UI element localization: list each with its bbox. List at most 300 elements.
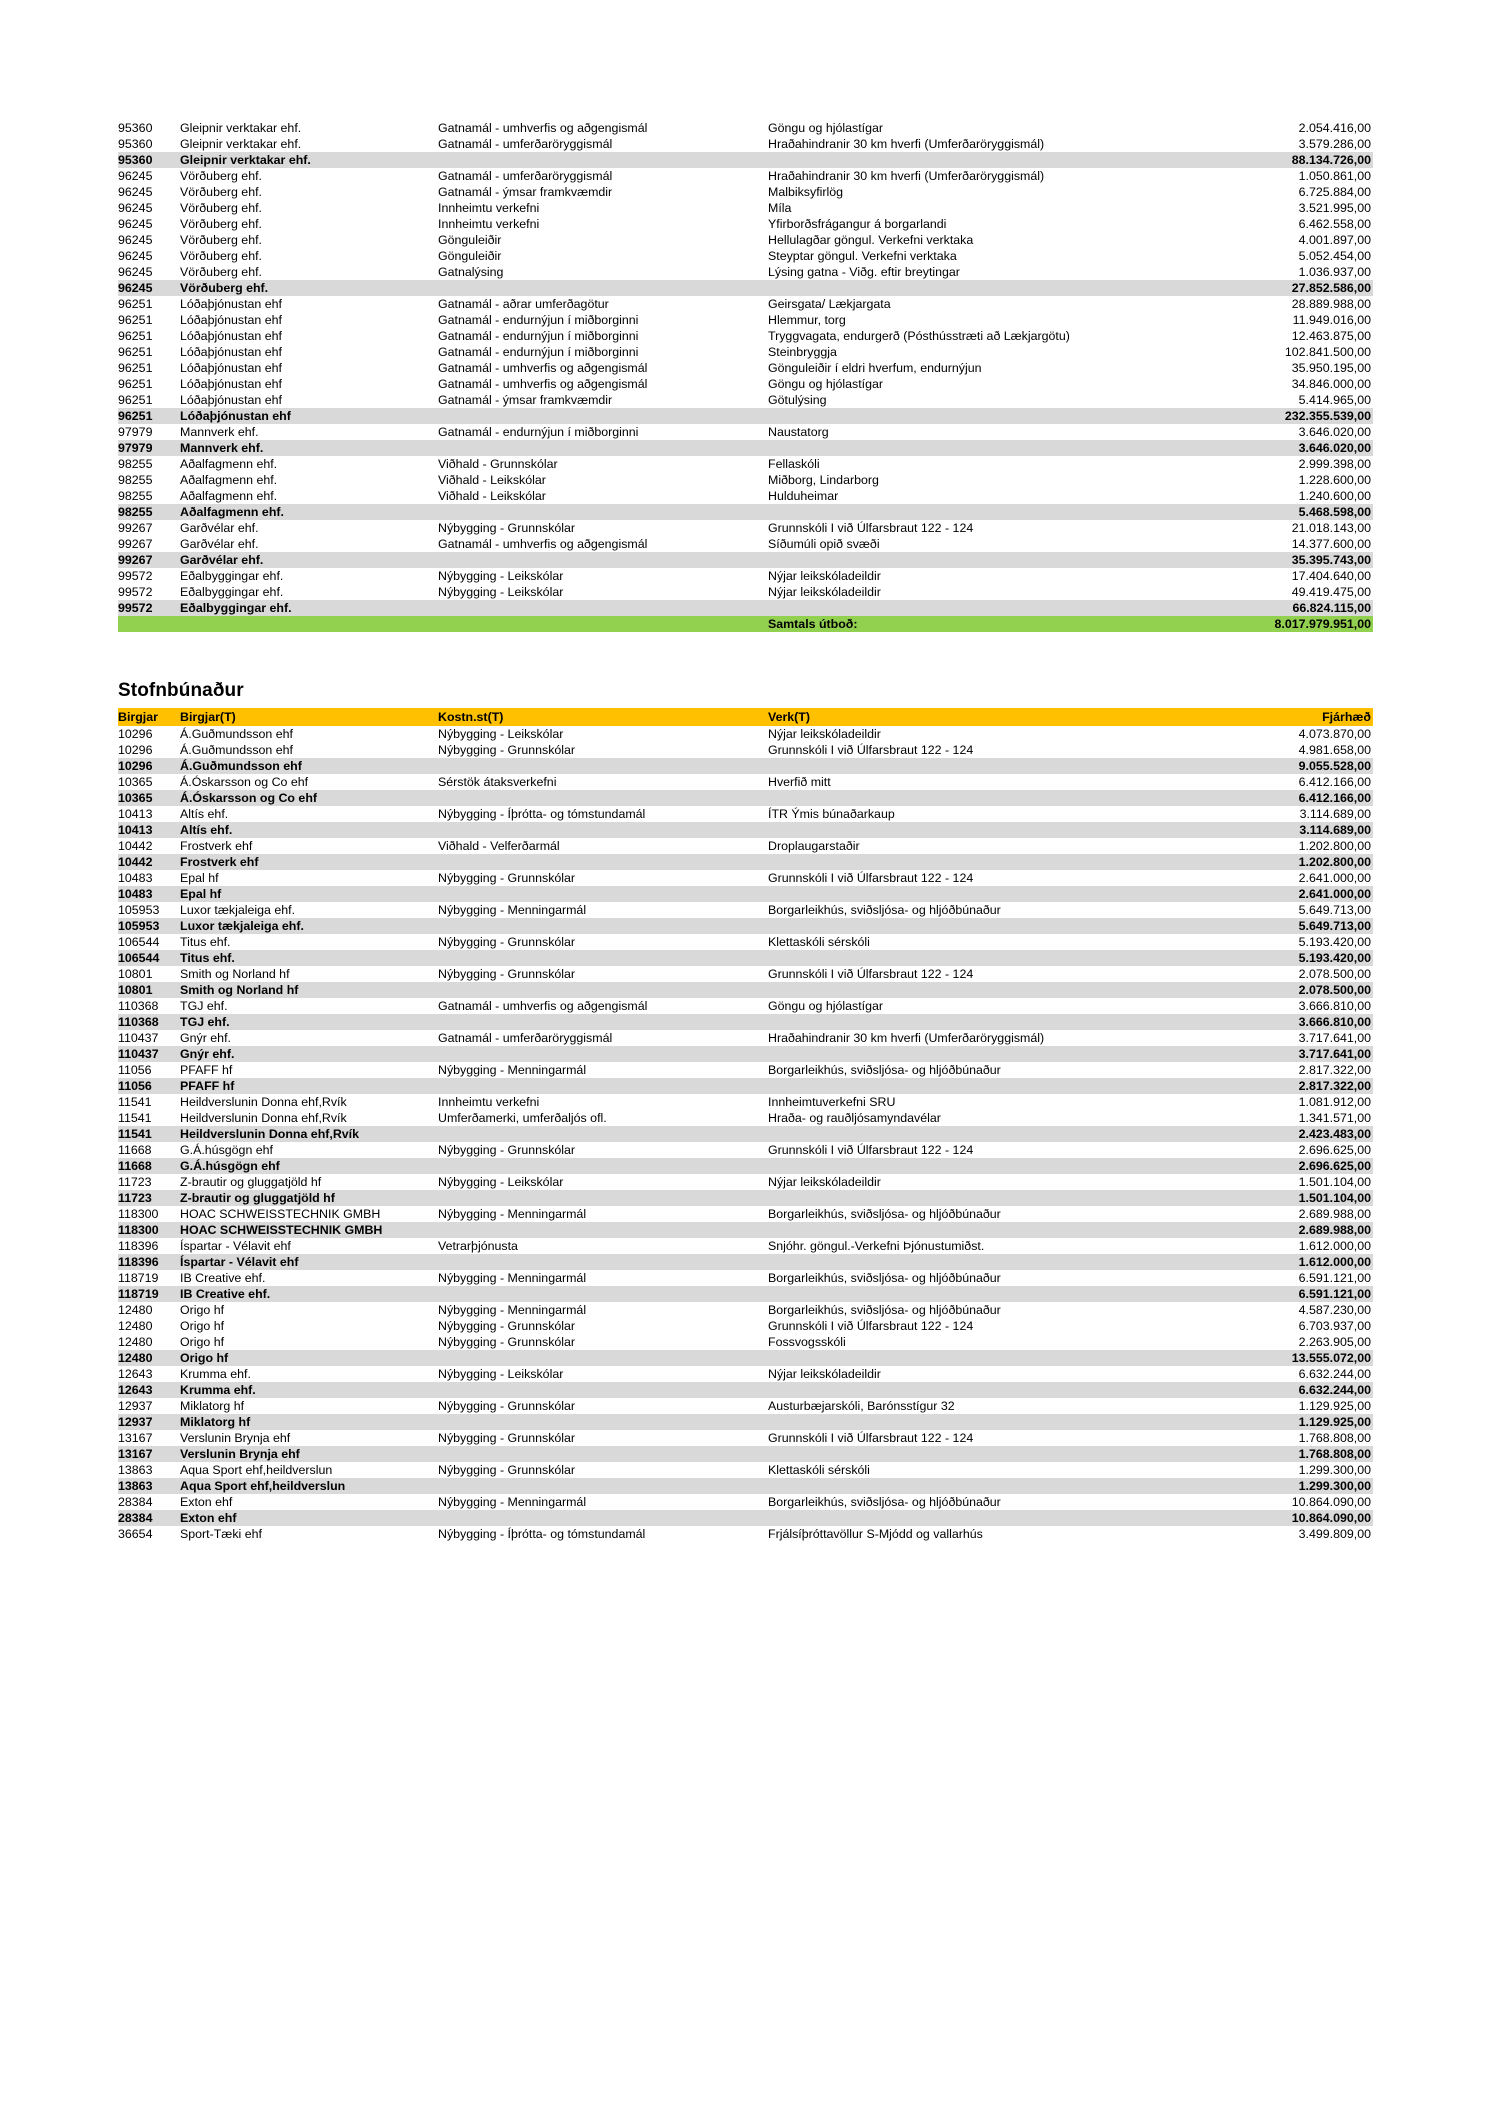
table-row: [118, 1206, 1373, 1222]
cell-cost-center: [438, 600, 768, 616]
cell-supplier-name: Miklatorg hf: [180, 1399, 245, 1413]
subtotal-row: [118, 1046, 1373, 1062]
table-row: [118, 1334, 1373, 1350]
cell-supplier-id: 96245: [118, 185, 153, 199]
cell-supplier-name: Altís ehf.: [180, 822, 438, 838]
section-divider: [118, 632, 1470, 654]
cell-supplier-id: 96245: [118, 233, 153, 247]
cell-project: [768, 1510, 1213, 1526]
table-row: [118, 1430, 1373, 1446]
cell-cost-center: [438, 822, 768, 838]
subtotal-row: [118, 1254, 1373, 1270]
cell-cost-center: Nýbygging - Grunnskólar: [438, 1431, 576, 1445]
cell-amount: 2.641.000,00: [1298, 871, 1371, 885]
cell-amount: 17.404.640,00: [1291, 569, 1371, 583]
table-row: [118, 1062, 1373, 1078]
cell-amount: 2.423.483,00: [1213, 1126, 1373, 1142]
cell-supplier-id: 96251: [118, 408, 180, 424]
cell-amount: 6.725.884,00: [1298, 185, 1371, 199]
cell-cost-center: [438, 1446, 768, 1462]
cell-project: Snjóhr. göngul.-Verkefni Þjónustumiðst.: [768, 1239, 985, 1253]
cell-supplier-name: TGJ ehf.: [180, 1014, 438, 1030]
cell-supplier-id: 118300: [118, 1222, 180, 1238]
cell-supplier-id: 118396: [118, 1254, 180, 1270]
table-row: [118, 296, 1373, 312]
cell-supplier-id: 13863: [118, 1463, 153, 1477]
cell-cost-center: Viðhald - Grunnskólar: [438, 457, 558, 471]
cell-amount: 5.193.420,00: [1213, 950, 1373, 966]
cell-supplier-id: 10296: [118, 727, 153, 741]
cell-cost-center: [438, 758, 768, 774]
cell-cost-center: Umferðamerki, umferðaljós ofl.: [438, 1111, 607, 1125]
subtotal-row: [118, 1414, 1373, 1430]
cell-cost-center: Innheimtu verkefni: [438, 201, 540, 215]
table-row: [118, 264, 1373, 280]
cell-supplier-id: 96245: [118, 280, 180, 296]
subtotal-row: [118, 1158, 1373, 1174]
cell-cost-center: Nýbygging - Grunnskólar: [438, 1463, 576, 1477]
cell-project: Grunnskóli I við Úlfarsbraut 122 - 124: [768, 967, 974, 981]
cell-cost-center: [438, 950, 768, 966]
cell-project: Miðborg, Lindarborg: [768, 473, 879, 487]
cell-project: Nýjar leikskóladeildir: [768, 569, 881, 583]
cell-supplier-name: Z-brautir og gluggatjöld hf: [180, 1190, 438, 1206]
subtotal-row: [118, 854, 1373, 870]
cell-amount: 9.055.528,00: [1213, 758, 1373, 774]
cell-cost-center: Viðhald - Velferðarmál: [438, 839, 560, 853]
cell-amount: Fjárhæð: [1213, 708, 1373, 726]
cell-supplier-id: 12480: [118, 1335, 153, 1349]
cell-project: [768, 600, 1213, 616]
subtotal-row: [118, 950, 1373, 966]
cell-amount: 1.050.861,00: [1298, 169, 1371, 183]
cell-supplier-name: Á.Óskarsson og Co ehf: [180, 775, 309, 789]
cell-cost-center: Nýbygging - Grunnskólar: [438, 521, 576, 535]
cell-amount: 3.114.689,00: [1299, 807, 1371, 821]
cell-amount: 4.001.897,00: [1298, 233, 1371, 247]
cell-project: Göngu og hjólastígar: [768, 377, 884, 391]
cell-amount: 4.587.230,00: [1298, 1303, 1371, 1317]
cell-project: [768, 758, 1213, 774]
cell-cost-center: Nýbygging - Grunnskólar: [438, 1335, 576, 1349]
cell-supplier-id: 10442: [118, 854, 180, 870]
cell-cost-center: Nýbygging - Leikskólar: [438, 1175, 564, 1189]
cell-amount: 1.081.912,00: [1298, 1095, 1371, 1109]
cell-supplier-id: 10413: [118, 822, 180, 838]
cell-cost-center: [438, 1126, 768, 1142]
cell-project: [768, 854, 1213, 870]
cell-supplier-name: Birgjar(T): [180, 708, 438, 726]
subtotal-row: [118, 1446, 1373, 1462]
cell-supplier-name: Garðvélar ehf.: [180, 552, 438, 568]
cell-supplier-name: Vörðuberg ehf.: [180, 217, 262, 231]
cell-project: [768, 1350, 1213, 1366]
cell-amount: 2.689.988,00: [1298, 1207, 1371, 1221]
table-row: [118, 1094, 1373, 1110]
table-row: [118, 328, 1373, 344]
cell-supplier-id: 98255: [118, 457, 153, 471]
cell-supplier-name: IB Creative ehf.: [180, 1286, 438, 1302]
cell-supplier-name: Vörðuberg ehf.: [180, 265, 262, 279]
cell-amount: 35.950.195,00: [1291, 361, 1371, 375]
cell-amount: 2.054.416,00: [1298, 121, 1371, 135]
cell-amount: 232.355.539,00: [1213, 408, 1373, 424]
cell-supplier-name: Origo hf: [180, 1335, 225, 1349]
cell-project: Nýjar leikskóladeildir: [768, 1175, 881, 1189]
cell-supplier-name: Á.Guðmundsson ehf: [180, 727, 293, 741]
table-row: [118, 216, 1373, 232]
cell-amount: 1.768.808,00: [1213, 1446, 1373, 1462]
cell-amount: 1.228.600,00: [1298, 473, 1371, 487]
cell-project: Klettaskóli sérskóli: [768, 935, 870, 949]
cell-supplier-id: 11541: [118, 1095, 152, 1109]
cell-cost-center: [438, 982, 768, 998]
cell-supplier-name: Luxor tækjaleiga ehf.: [180, 918, 438, 934]
cell-supplier-name: Vörðuberg ehf.: [180, 249, 262, 263]
cell-cost-center: Nýbygging - Leikskólar: [438, 585, 564, 599]
cell-cost-center: Gatnamál - endurnýjun í miðborginni: [438, 345, 639, 359]
cell-amount: 3.666.810,00: [1298, 999, 1371, 1013]
cell-supplier-name: G.Á.húsgögn ehf: [180, 1158, 438, 1174]
cell-supplier-name: Á.Guðmundsson ehf: [180, 743, 293, 757]
cell-cost-center: Nýbygging - Grunnskólar: [438, 1319, 576, 1333]
cell-cost-center: [438, 1254, 768, 1270]
table-row: [118, 472, 1373, 488]
grand-total-row: [118, 616, 1373, 632]
table-row: [118, 1462, 1373, 1478]
cell-amount: 2.817.322,00: [1298, 1063, 1371, 1077]
cell-supplier-id: 36654: [118, 1527, 153, 1541]
cell-supplier-name: Vörðuberg ehf.: [180, 169, 262, 183]
cell-amount: 1.202.800,00: [1298, 839, 1371, 853]
cell-amount: 1.501.104,00: [1213, 1190, 1373, 1206]
cell-amount: 6.632.244,00: [1298, 1367, 1371, 1381]
cell-supplier-name: Lóðaþjónustan ehf: [180, 377, 282, 391]
cell-supplier-id: 12937: [118, 1414, 180, 1430]
cell-project: Naustatorg: [768, 425, 829, 439]
cell-supplier-id: Birgjar: [118, 708, 180, 726]
cell-project: [768, 790, 1213, 806]
cell-project: [768, 1254, 1213, 1270]
cell-cost-center: Nýbygging - Grunnskólar: [438, 1399, 576, 1413]
cell-supplier-id: 106544: [118, 935, 160, 949]
cell-cost-center: [438, 408, 768, 424]
cell-project: Götulýsing: [768, 393, 827, 407]
cell-supplier-id: 10483: [118, 886, 180, 902]
cell-amount: 5.468.598,00: [1213, 504, 1373, 520]
cell-supplier-name: Epal hf: [180, 871, 219, 885]
cell-amount: 1.202.800,00: [1213, 854, 1373, 870]
cell-cost-center: Nýbygging - Leikskólar: [438, 1367, 564, 1381]
table-row: [118, 1174, 1373, 1190]
cell-supplier-name: Á.Óskarsson og Co ehf: [180, 790, 438, 806]
cell-cost-center: [438, 1350, 768, 1366]
table-row: [118, 998, 1373, 1014]
cell-project: Malbiksyfirlög: [768, 185, 844, 199]
cell-supplier-id: 95360: [118, 137, 153, 151]
subtotal-row: [118, 280, 1373, 296]
cell-supplier-id: 10296: [118, 743, 153, 757]
cell-supplier-name: PFAFF hf: [180, 1078, 438, 1094]
table-row: [118, 376, 1373, 392]
cell-supplier-id: 13863: [118, 1478, 180, 1494]
cell-cost-center: Gatnamál - umferðaröryggismál: [438, 169, 613, 183]
table-header-row: [118, 708, 1373, 726]
cell-amount: 6.703.937,00: [1298, 1319, 1371, 1333]
cell-supplier-name: Miklatorg hf: [180, 1414, 438, 1430]
equipment-table-header: [118, 708, 1373, 726]
cell-amount: 3.499.809,00: [1298, 1527, 1371, 1541]
cell-amount: 11.949.016,00: [1292, 313, 1371, 327]
cell-project: Samtals útboð:: [768, 616, 1213, 632]
cell-supplier-name: Krumma ehf.: [180, 1367, 251, 1381]
cell-cost-center: [438, 1078, 768, 1094]
cell-amount: 5.052.454,00: [1298, 249, 1371, 263]
cell-supplier-id: 12480: [118, 1319, 153, 1333]
cell-project: Borgarleikhús, sviðsljósa- og hljóðbúnaður: [768, 1207, 1001, 1221]
cell-supplier-id: 110437: [118, 1031, 159, 1045]
cell-amount: 2.078.500,00: [1298, 967, 1371, 981]
cell-supplier-id: 10413: [118, 807, 153, 821]
cell-supplier-name: Mannverk ehf.: [180, 440, 438, 456]
subtotal-row: [118, 152, 1373, 168]
cell-cost-center: [438, 280, 768, 296]
cell-project: Hulduheimar: [768, 489, 839, 503]
cell-cost-center: Nýbygging - Menningarmál: [438, 1207, 587, 1221]
cell-supplier-name: Íspartar - Vélavit ehf: [180, 1254, 438, 1270]
cell-supplier-name: Lóðaþjónustan ehf: [180, 393, 282, 407]
cell-supplier-name: Gleipnir verktakar ehf.: [180, 152, 438, 168]
cell-amount: 1.129.925,00: [1298, 1399, 1371, 1413]
cell-project: [768, 280, 1213, 296]
cell-cost-center: Gatnamál - umhverfis og aðgengismál: [438, 537, 648, 551]
cell-supplier-name: Epal hf: [180, 886, 438, 902]
cell-amount: 1.612.000,00: [1213, 1254, 1373, 1270]
cell-project: Grunnskóli I við Úlfarsbraut 122 - 124: [768, 743, 974, 757]
cell-supplier-id: 11723: [118, 1175, 152, 1189]
cell-cost-center: Sérstök átaksverkefni: [438, 775, 557, 789]
cell-project: Yfirborðsfrágangur á borgarlandi: [768, 217, 947, 231]
cell-supplier-id: 98255: [118, 473, 153, 487]
cell-amount: 10.864.090,00: [1213, 1510, 1373, 1526]
cell-cost-center: Nýbygging - Grunnskólar: [438, 967, 576, 981]
table-row: [118, 1526, 1373, 1542]
cell-supplier-name: Lóðaþjónustan ehf: [180, 313, 282, 327]
cell-supplier-name: Frostverk ehf: [180, 839, 253, 853]
table-row: [118, 902, 1373, 918]
cell-supplier-id: 96245: [118, 201, 153, 215]
cell-cost-center: Nýbygging - Menningarmál: [438, 1063, 587, 1077]
cell-amount: 27.852.586,00: [1213, 280, 1373, 296]
cell-amount: 8.017.979.951,00: [1213, 616, 1373, 632]
cell-supplier-name: Origo hf: [180, 1319, 225, 1333]
cell-cost-center: [438, 918, 768, 934]
table-row: [118, 568, 1373, 584]
cell-amount: 6.412.166,00: [1213, 790, 1373, 806]
cell-supplier-name: Lóðaþjónustan ehf: [180, 345, 282, 359]
cell-supplier-name: IB Creative ehf.: [180, 1271, 266, 1285]
cell-cost-center: Nýbygging - Íþrótta- og tómstundamál: [438, 1527, 646, 1541]
table-row: [118, 1030, 1373, 1046]
cell-project: [768, 1414, 1213, 1430]
cell-project: Borgarleikhús, sviðsljósa- og hljóðbúnaður: [768, 1495, 1001, 1509]
subtotal-row: [118, 504, 1373, 520]
cell-amount: 49.419.475,00: [1291, 585, 1371, 599]
table-row: [118, 1398, 1373, 1414]
cell-cost-center: [438, 1286, 768, 1302]
cell-cost-center: Nýbygging - Leikskólar: [438, 727, 564, 741]
cell-cost-center: [438, 1382, 768, 1398]
cell-cost-center: [438, 886, 768, 902]
cell-supplier-id: 10365: [118, 775, 153, 789]
table-row: [118, 1366, 1373, 1382]
cell-amount: 6.591.121,00: [1213, 1286, 1373, 1302]
cell-project: Klettaskóli sérskóli: [768, 1463, 870, 1477]
table-row: [118, 966, 1373, 982]
cell-supplier-id: 12480: [118, 1350, 180, 1366]
outbid-table-body: [118, 120, 1373, 632]
cell-project: Göngu og hjólastígar: [768, 999, 884, 1013]
cell-supplier-id: 11668: [118, 1143, 152, 1157]
cell-cost-center: Nýbygging - Menningarmál: [438, 1495, 587, 1509]
cell-supplier-id: 106544: [118, 950, 180, 966]
cell-project: Borgarleikhús, sviðsljósa- og hljóðbúnaður: [768, 903, 1001, 917]
cell-cost-center: Vetrarþjónusta: [438, 1239, 518, 1253]
cell-supplier-id: [118, 616, 180, 632]
section-title-stofnbunadur: Stofnbúnaður: [118, 680, 244, 701]
cell-amount: 6.462.558,00: [1298, 217, 1371, 231]
cell-cost-center: [438, 1190, 768, 1206]
cell-supplier-name: Heildverslunin Donna ehf,Rvík: [180, 1126, 438, 1142]
cell-project: Síðumúli opið svæði: [768, 537, 880, 551]
cell-cost-center: Gatnamál - ýmsar framkvæmdir: [438, 185, 613, 199]
subtotal-row: [118, 1382, 1373, 1398]
cell-supplier-name: Vörðuberg ehf.: [180, 233, 262, 247]
cell-project: Frjálsíþróttavöllur S-Mjódd og vallarhús: [768, 1527, 983, 1541]
table-row: [118, 136, 1373, 152]
cell-supplier-id: 96251: [118, 361, 153, 375]
cell-project: Steyptar göngul. Verkefni verktaka: [768, 249, 957, 263]
subtotal-row: [118, 886, 1373, 902]
cell-project: ÍTR Ýmis búnaðarkaup: [768, 807, 895, 821]
cell-amount: 13.555.072,00: [1213, 1350, 1373, 1366]
cell-amount: 4.981.658,00: [1298, 743, 1371, 757]
cell-project: [768, 552, 1213, 568]
cell-cost-center: Gatnamál - umhverfis og aðgengismál: [438, 361, 648, 375]
cell-supplier-name: Gleipnir verktakar ehf.: [180, 121, 302, 135]
cell-supplier-id: 96245: [118, 249, 153, 263]
table-row: [118, 742, 1373, 758]
table-row: [118, 392, 1373, 408]
subtotal-row: [118, 822, 1373, 838]
cell-cost-center: Nýbygging - Grunnskólar: [438, 1143, 576, 1157]
cell-supplier-id: 13167: [118, 1431, 153, 1445]
cell-supplier-id: 12480: [118, 1303, 153, 1317]
cell-supplier-name: Sport-Tæki ehf: [180, 1527, 262, 1541]
cell-project: Nýjar leikskóladeildir: [768, 585, 881, 599]
cell-amount: 1.129.925,00: [1213, 1414, 1373, 1430]
cell-amount: 21.018.143,00: [1291, 521, 1371, 535]
cell-cost-center: [438, 1158, 768, 1174]
cell-amount: 3.521.995,00: [1298, 201, 1371, 215]
cell-cost-center: Innheimtu verkefni: [438, 1095, 540, 1109]
table-row: [118, 1302, 1373, 1318]
equipment-table: [118, 708, 1373, 1542]
subtotal-row: [118, 790, 1373, 806]
cell-supplier-id: 96251: [118, 377, 153, 391]
cell-supplier-name: Verslunin Brynja ehf: [180, 1446, 438, 1462]
cell-amount: 1.299.300,00: [1213, 1478, 1373, 1494]
cell-supplier-name: Eðalbyggingar ehf.: [180, 569, 284, 583]
subtotal-row: [118, 1478, 1373, 1494]
cell-cost-center: Viðhald - Leikskólar: [438, 489, 546, 503]
subtotal-row: [118, 440, 1373, 456]
table-row: [118, 1270, 1373, 1286]
cell-project: Hraðahindranir 30 km hverfi (Umferðaröryggismál): [768, 1031, 1045, 1045]
cell-project: [768, 1014, 1213, 1030]
cell-supplier-name: Vörðuberg ehf.: [180, 201, 262, 215]
cell-supplier-id: 95360: [118, 152, 180, 168]
table-row: [118, 520, 1373, 536]
cell-supplier-name: G.Á.húsgögn ehf: [180, 1143, 273, 1157]
cell-supplier-id: 99572: [118, 585, 153, 599]
cell-supplier-id: 11723: [118, 1190, 180, 1206]
cell-project: Míla: [768, 201, 792, 215]
cell-project: Fellaskóli: [768, 457, 820, 471]
table-row: [118, 200, 1373, 216]
cell-supplier-id: 118719: [118, 1286, 180, 1302]
cell-amount: 2.696.625,00: [1213, 1158, 1373, 1174]
cell-amount: 2.999.398,00: [1298, 457, 1371, 471]
cell-cost-center: [438, 1222, 768, 1238]
cell-supplier-id: 97979: [118, 440, 180, 456]
cell-supplier-id: 28384: [118, 1510, 180, 1526]
cell-amount: 2.689.988,00: [1213, 1222, 1373, 1238]
cell-cost-center: Gönguleiðir: [438, 233, 502, 247]
cell-cost-center: Gatnamál - umferðaröryggismál: [438, 1031, 613, 1045]
subtotal-row: [118, 1126, 1373, 1142]
cell-supplier-name: Smith og Norland hf: [180, 967, 290, 981]
cell-amount: 66.824.115,00: [1213, 600, 1373, 616]
cell-project: Borgarleikhús, sviðsljósa- og hljóðbúnaður: [768, 1303, 1001, 1317]
cell-supplier-id: 99572: [118, 600, 180, 616]
cell-supplier-name: Origo hf: [180, 1303, 225, 1317]
cell-supplier-id: 99267: [118, 552, 180, 568]
cell-cost-center: [438, 1478, 768, 1494]
cell-supplier-name: Aðalfagmenn ehf.: [180, 489, 278, 503]
cell-project: [768, 1286, 1213, 1302]
cell-supplier-name: Verslunin Brynja ehf: [180, 1431, 291, 1445]
cell-supplier-name: TGJ ehf.: [180, 999, 228, 1013]
cell-supplier-id: 110368: [118, 1014, 180, 1030]
cell-cost-center: [438, 1414, 768, 1430]
cell-supplier-name: Eðalbyggingar ehf.: [180, 585, 284, 599]
table-row: [118, 424, 1373, 440]
cell-supplier-name: Garðvélar ehf.: [180, 537, 259, 551]
cell-supplier-id: 98255: [118, 504, 180, 520]
cell-project: Nýjar leikskóladeildir: [768, 727, 881, 741]
cell-project: Grunnskóli I við Úlfarsbraut 122 - 124: [768, 1319, 974, 1333]
cell-cost-center: [438, 616, 768, 632]
cell-supplier-name: Eðalbyggingar ehf.: [180, 600, 438, 616]
cell-supplier-id: 99267: [118, 521, 153, 535]
cell-cost-center: Gatnamál - endurnýjun í miðborginni: [438, 313, 639, 327]
cell-project: Steinbryggja: [768, 345, 837, 359]
cell-amount: 5.414.965,00: [1298, 393, 1371, 407]
cell-cost-center: Gatnamál - umhverfis og aðgengismál: [438, 377, 648, 391]
cell-cost-center: Gatnamál - endurnýjun í miðborginni: [438, 425, 639, 439]
cell-amount: 34.846.000,00: [1291, 377, 1371, 391]
